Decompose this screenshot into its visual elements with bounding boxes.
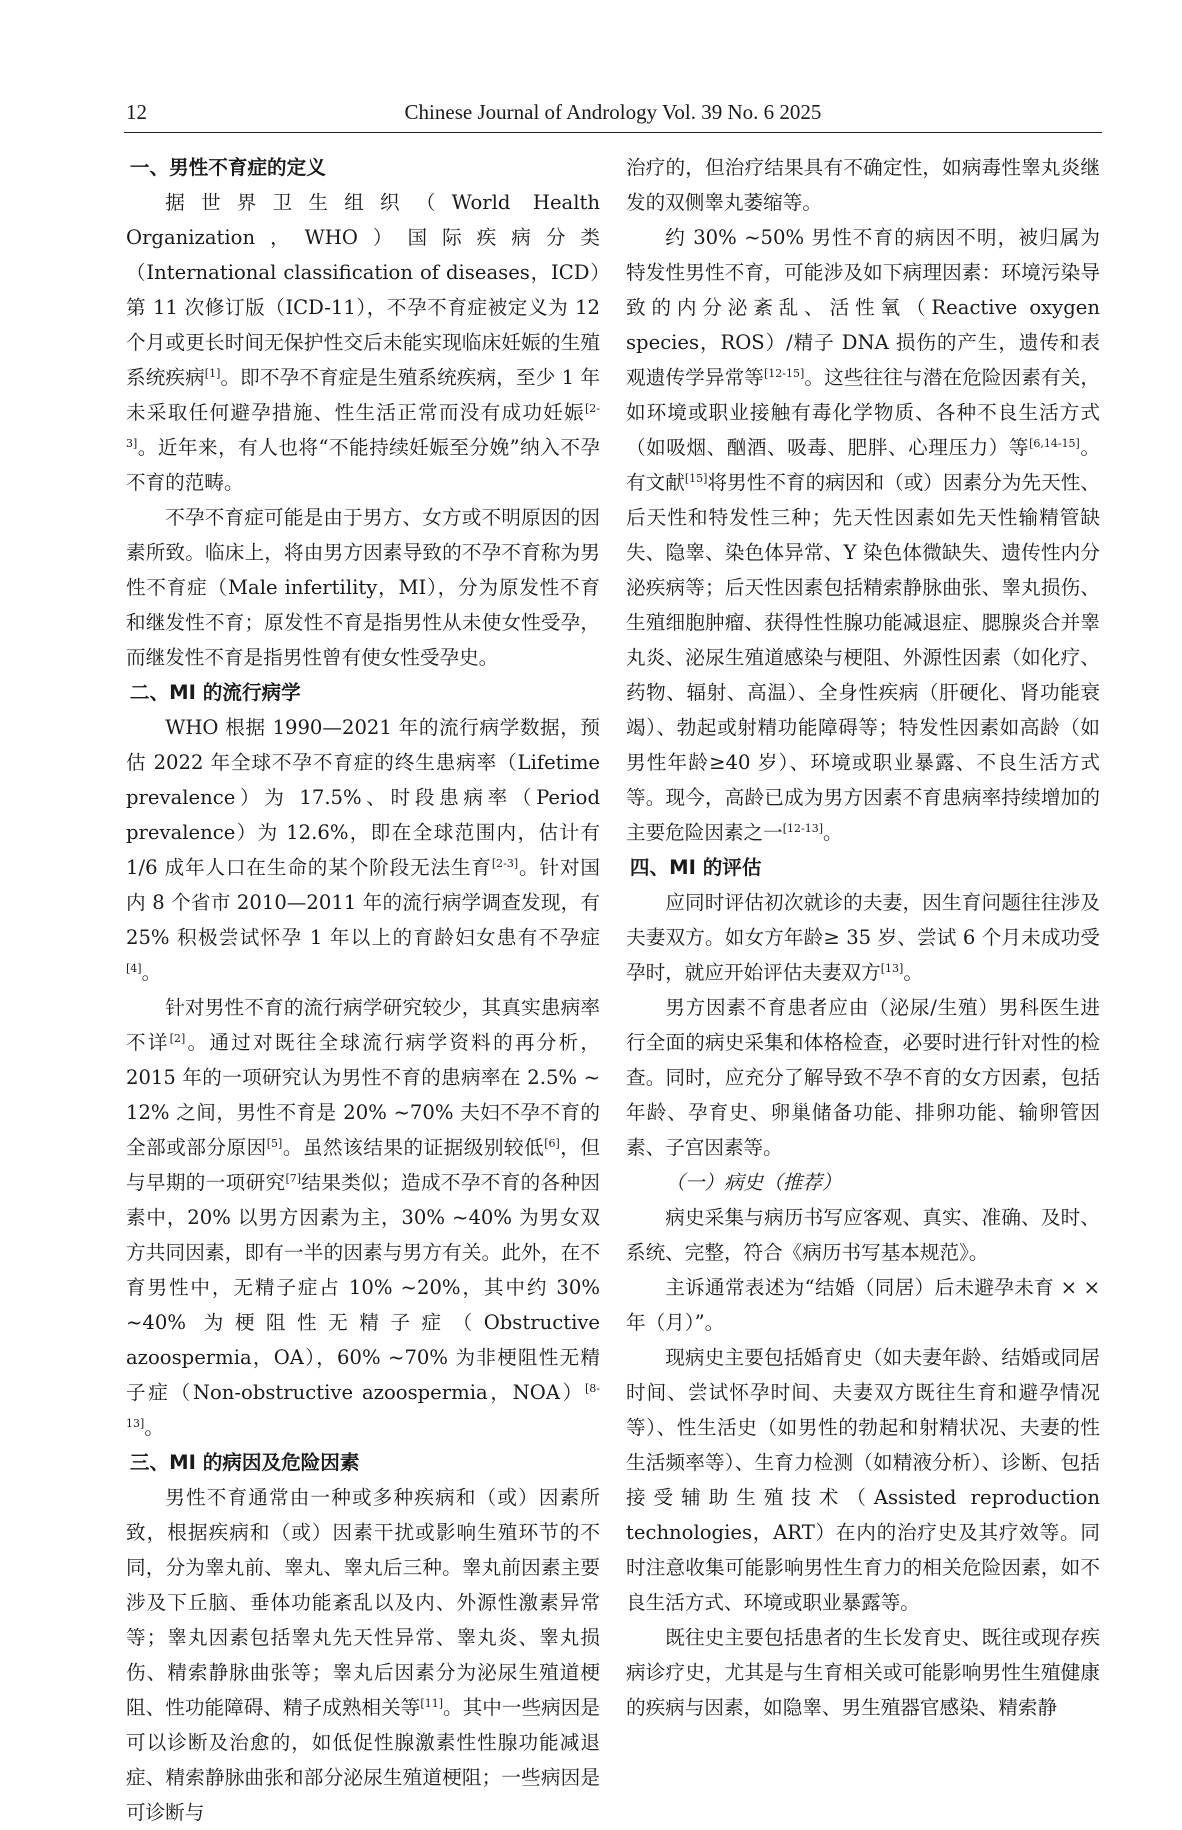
page-header	[124, 98, 1102, 128]
text: ，但与早期的一项研究	[126, 1136, 601, 1194]
paragraph	[126, 990, 600, 1445]
citation: [11]	[420, 1697, 443, 1710]
section-heading-1: 一、男性不育症的定义	[129, 156, 326, 179]
section-heading-4: 四、MI 的评估	[629, 856, 762, 879]
text: 。虽然该结果的证据级别较低	[282, 1136, 545, 1159]
text: 结果类似；造成不孕不育的各种因素中，20% 以男方因素为主，30% ~40% 为男女双方共同因素，即有一半的因素与男方有关。此外，在不育男性中，无精子症占 10% ~20%，其中约 30% ~40% 为梗阻性无精子症（Obstructive azoospermia，OA），60% ~70% 为非梗阻性无精子症（Non-obstructive azoospermia，NOA）	[126, 1171, 601, 1404]
citation: [8-13]	[126, 1382, 600, 1430]
citation: [15]	[684, 472, 708, 485]
paragraph	[626, 885, 1100, 990]
text: 男性不育通常由一种或多种疾病和（或）因素所致，根据疾病和（或）因素干扰或影响生殖环节的不同，分为睾丸前、睾丸、睾丸后三种。睾丸前因素主要涉及下丘脑、垂体功能紊乱以及内、外源性激素异常等；睾丸因素包括睾丸先天性异常、睾丸炎、睾丸损伤、精索静脉曲张等；睾丸后因素分为泌尿生殖道梗阻、性功能障碍、精子成熟相关等	[126, 1486, 600, 1719]
journal-title: Chinese Journal of Andrology Vol. 39 No. 6 2025	[404, 100, 822, 124]
text: 。	[903, 961, 923, 984]
paragraph: 不孕不育症可能是由于男方、女方或不明原因的因素所致。临床上，将由男方因素导致的不孕不育称为男性不育症（Male infertility，MI），分为原发性不育和继发性不育；原发性不育是指男性从未使女性受孕，而继发性不育是指男性曾有使女性受孕史。	[126, 506, 600, 669]
paragraph-continued: 治疗的，但治疗结果具有不确定性，如病毒性睾丸炎继发的双侧睾丸萎缩等。	[626, 156, 1100, 214]
citation: [4]	[126, 962, 142, 975]
text: 。近年来，有人也将“不能持续妊娠至分娩”纳入不孕不育的范畴。	[126, 436, 600, 494]
header-rule	[124, 132, 1102, 133]
text: 约 30% ~50% 男性不育的病因不明，被归属为特发性男性不育，可能涉及如下病理因素：环境污染导致的内分泌紊乱、活性氧（Reactive oxygen species，ROS）/精子 DNA 损伤的产生，遗传和表观遗传学异常等	[626, 226, 1100, 389]
text: 应同时评估初次就诊的夫妻，因生育问题往往涉及夫妻双方。如女方年龄≥ 35 岁、尝试 6 个月未成功受孕时，就应开始评估夫妻双方	[626, 891, 1100, 984]
citation: [7]	[285, 1172, 302, 1185]
section-heading-2: 二、MI 的流行病学	[129, 681, 301, 704]
paragraph: 病史采集与病历书写应客观、真实、准确、及时、系统、完整，符合《病历书写基本规范》。	[626, 1206, 1100, 1264]
citation: [12-13]	[782, 822, 824, 835]
text: 。	[823, 821, 843, 844]
citation: [6]	[544, 1137, 560, 1150]
text: 。即不孕不育症是生殖系统疾病，至少 1 年未采取任何避孕措施、性生活正常而没有成功妊娠	[126, 366, 600, 424]
section-heading-3: 三、MI 的病因及危险因素	[129, 1451, 360, 1474]
paragraph	[126, 185, 600, 500]
citation: [2-3]	[491, 857, 519, 870]
subsection-heading: （一）病史（推荐）	[665, 1171, 842, 1194]
text: 。	[144, 1416, 164, 1439]
citation: [12-15]	[764, 367, 805, 380]
paragraph: 男方因素不育患者应由（泌尿/生殖）男科医生进行全面的病史采集和体格检查，必要时进行针对性的检查。同时，应充分了解导致不孕不育的女方因素，包括年龄、孕育史、卵巢储备功能、排卵功能、输卵管因素、子宫因素等。	[626, 996, 1100, 1159]
citation: [2-3]	[126, 402, 600, 450]
text: 。针对国内 8 个省市 2010—2011 年的流行病学调查发现，有 25% 积极尝试怀孕 1 年以上的育龄妇女患有不孕症	[126, 856, 601, 949]
text: 针对男性不育的流行病学研究较少，其真实患病率不详	[126, 996, 600, 1054]
page-number: 12	[126, 100, 147, 124]
paragraph: 现病史主要包括婚育史（如夫妻年龄、结婚或同居时间、尝试怀孕时间、夫妻双方既往生育和避孕情况等）、性生活史（如男性的勃起和射精状况、夫妻的性生活频率等）、生育力检测（如精液分析）、诊断、包括接受辅助生殖技术（Assisted reproduction technologies，ART）在内的治疗史及其疗效等。同时注意收集可能影响男性生育力的相关危险因素，如不良生活方式、环境或职业暴露等。	[626, 1346, 1100, 1614]
text: 。这些往往与潜在危险因素有关，如环境或职业接触有毒化学物质、各种不良生活方式（如吸烟、酗酒、吸毒、肥胖、心理压力）等	[626, 366, 1101, 459]
paragraph	[126, 710, 600, 990]
text: 。其中一些病因是可以诊断及治愈的，如低促性腺激素性性腺功能减退症、精索静脉曲张和部分泌尿生殖道梗阻；一些病因是可诊断与	[126, 1696, 601, 1824]
text: 。有文献	[626, 436, 1101, 494]
paragraph	[626, 220, 1100, 850]
paragraph	[126, 1480, 600, 1830]
citation: [1]	[204, 367, 221, 380]
citation: [6,14-15]	[1029, 437, 1080, 450]
text: 据世界卫生组织（World Health Organization，WHO）国际疾病分类（International classification of diseases，ICD）第 11 次修订版（ICD-11），不孕不育症被定义为 12 个月或更长时间无保护性交后未能实现临床妊娠的生殖系统疾病	[126, 191, 600, 389]
right-column	[626, 150, 1100, 1725]
citation: [13]	[880, 962, 904, 975]
citation: [2]	[169, 1032, 186, 1045]
text: 将男性不育的病因和（或）因素分为先天性、后天性和特发性三种；先天性因素如先天性输精管缺失、隐睾、染色体异常、Y 染色体微缺失、遗传性内分泌疾病等；后天性因素包括精索静脉曲张、睾丸损伤、生殖细胞肿瘤、获得性性腺功能减退症、腮腺炎合并睾丸炎、泌尿生殖道感染与梗阻、外源性因素（如化疗、药物、辐射、高温）、全身性疾病（肝硬化、肾功能衰竭）、勃起或射精功能障碍等；特发性因素如高龄（如男性年龄≥40 岁）、环境或职业暴露、不良生活方式等。现今，高龄已成为男方因素不育患病率持续增加的主要危险因素之一	[626, 471, 1101, 844]
text: WHO 根据 1990—2021 年的流行病学数据，预估 2022 年全球不孕不育症的终生患病率（Lifetime prevalence）为 17.5%、时段患病率（Period prevalence）为 12.6%，即在全球范围内，估计有 1/6 成年人口在生命的某个阶段无法生育	[126, 716, 600, 879]
paragraph: 主诉通常表述为“结婚（同居）后未避孕未育 × × 年（月）”。	[626, 1276, 1100, 1334]
text: 。	[141, 961, 162, 984]
paragraph: 既往史主要包括患者的生长发育史、既往或现存疾病诊疗史，尤其是与生育相关或可能影响男性生殖健康的疾病与因素，如隐睾、男生殖器官感染、精索静	[626, 1626, 1100, 1719]
left-column	[126, 150, 600, 1830]
text: 。通过对既往全球流行病学资料的再分析，2015 年的一项研究认为男性不育的患病率在 2.5% ~ 12% 之间，男性不育是 20% ~70% 夫妇不孕不育的全部或部分原因	[126, 1031, 601, 1159]
citation: [5]	[266, 1137, 283, 1150]
